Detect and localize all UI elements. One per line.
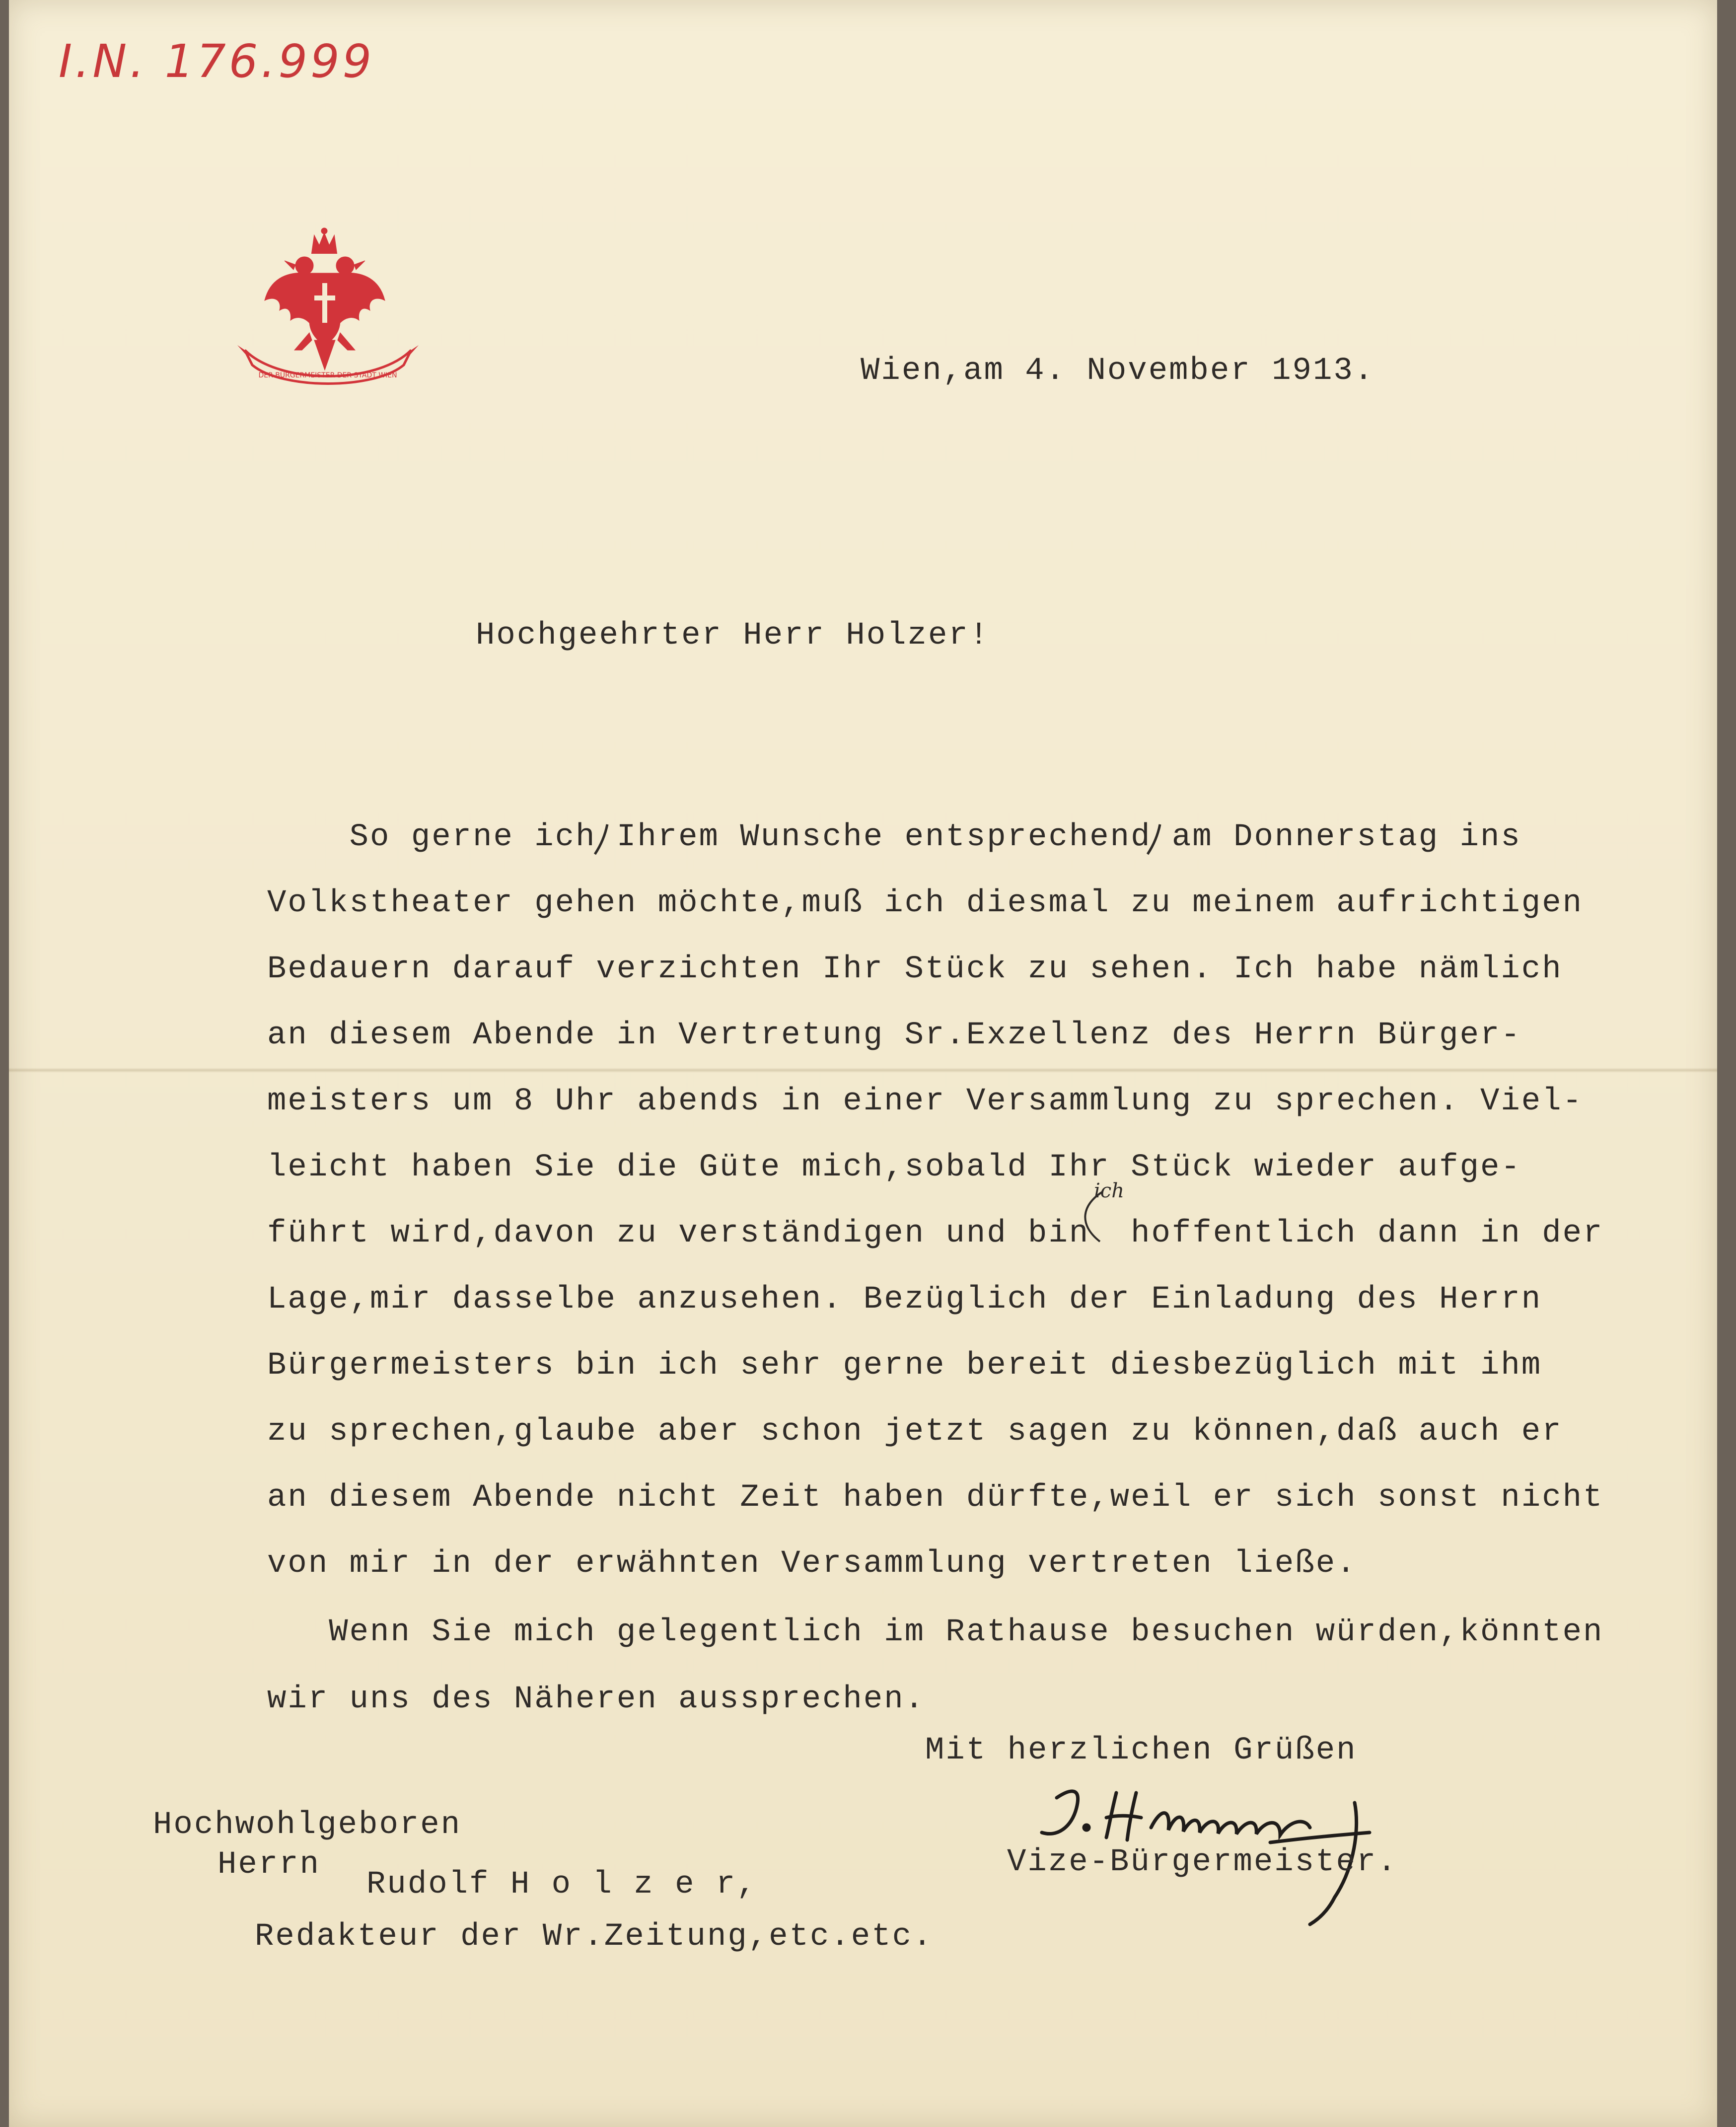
body-line: führt wird,davon zu verständigen und bin hoffentlich dann in der <box>267 1216 1604 1251</box>
address-position: Redakteur der Wr.Zeitung,etc.etc. <box>255 1919 934 1955</box>
closing-greeting: Mit herzlichen Grüßen <box>925 1733 1357 1768</box>
body-line: Volkstheater gehen möchte,muß ich diesmal zu meinem aufrichtigen <box>267 885 1583 921</box>
address-name: Rudolf H o l z e r, <box>366 1867 757 1903</box>
double-headed-eagle-crest-icon <box>235 226 421 397</box>
body-line: So gerne ich Ihrem Wunsche entsprechend am Donnerstag ins <box>267 819 1521 855</box>
date-line: Wien,am 4. November 1913. <box>861 353 1375 389</box>
body-line: leicht haben Sie die Güte mich,sobald Ihr Stück wieder aufge- <box>267 1150 1521 1185</box>
handwritten-insertion: ich <box>1094 1179 1124 1202</box>
archive-number: I.N. 176.999 <box>59 35 375 88</box>
crest-ribbon-text: DER BÜRGERMEISTER DER STADT WIEN <box>258 371 397 379</box>
address-herrn: Herrn <box>217 1847 321 1883</box>
body-line: wir uns des Näheren aussprechen. <box>267 1682 925 1717</box>
body-line: Bedauern darauf verzichten Ihr Stück zu sehen. Ich habe nämlich <box>267 952 1563 987</box>
closing-paragraph <box>267 1599 1603 1733</box>
handwritten-comma-mark <box>592 822 612 857</box>
body-line: meisters um 8 Uhr abends in einer Versammlung zu sprechen. Viel- <box>267 1084 1583 1119</box>
body-line: Lage,mir dasselbe anzusehen. Bezüglich der Einladung des Herrn <box>267 1282 1542 1318</box>
body-line: Wenn Sie mich gelegentlich im Rathause besuchen würden,könnten <box>267 1614 1604 1650</box>
address-honorific: Hochwohlgeboren <box>153 1807 462 1843</box>
body-line: an diesem Abende nicht Zeit haben dürfte,weil er sich sonst nicht <box>267 1480 1604 1516</box>
body-line: von mir in der erwähnten Versammlung vertreten ließe. <box>267 1546 1357 1582</box>
signer-title: Vize-Bürgermeister. <box>1007 1844 1398 1880</box>
handwritten-comma-mark <box>1145 822 1165 857</box>
body-paragraph <box>267 805 1603 1597</box>
letter-page <box>9 0 1717 2127</box>
body-line: an diesem Abende in Vertretung Sr.Exzellenz des Herrn Bürger- <box>267 1018 1521 1053</box>
salutation: Hochgeehrter Herr Holzer! <box>476 618 990 654</box>
body-line: Bürgermeisters bin ich sehr gerne bereit diesbezüglich mit ihm <box>267 1348 1542 1384</box>
body-line: zu sprechen,glaube aber schon jetzt sagen zu können,daß auch er <box>267 1414 1563 1450</box>
